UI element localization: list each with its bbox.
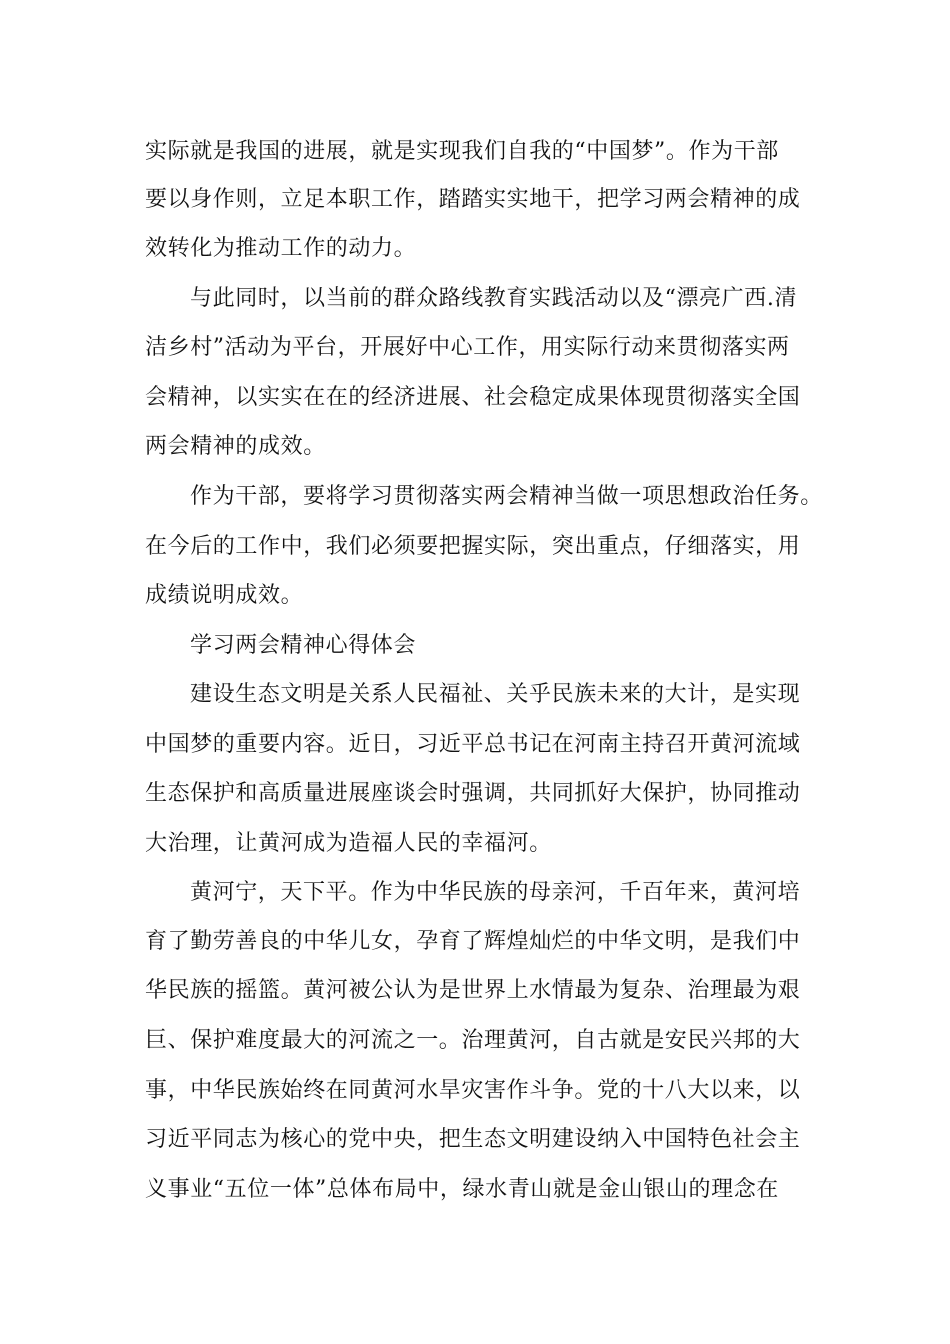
text-line: 华民族的摇篮。黄河被公认为是世界上水情最为复杂、治理最为艰: [145, 978, 801, 1003]
text-line: 在今后的工作中，我们必须要把握实际，突出重点，仔细落实，用: [145, 534, 801, 559]
paragraph-first-line: 作为干部，要将学习贯彻落实两会精神当做一项思想政治任务。: [190, 484, 823, 509]
text-line: 成绩说明成效。: [145, 583, 304, 608]
paragraph-first-line: 与此同时，以当前的群众路线教育实践活动以及“漂亮广西.清: [190, 286, 798, 311]
text-line: 义事业“五位一体”总体布局中，绿水青山就是金山银山的理念在: [145, 1177, 779, 1202]
text-line: 事，中华民族始终在同黄河水旱灾害作斗争。党的十八大以来，以: [145, 1078, 801, 1103]
text-line: 生态保护和高质量进展座谈会时强调，共同抓好大保护，协同推动: [145, 781, 801, 806]
paragraph-first-line: 黄河宁，天下平。作为中华民族的母亲河，千百年来，黄河培: [190, 880, 801, 905]
paragraph-first-line: 建设生态文明是关系人民福祉、关乎民族未来的大计，是实现: [190, 682, 801, 707]
text-line: 中国梦的重要内容。近日，习近平总书记在河南主持召开黄河流域: [145, 732, 801, 757]
text-line: 要以身作则，立足本职工作，踏踏实实地干，把学习两会精神的成: [145, 187, 801, 212]
text-line: 巨、保护难度最大的河流之一。治理黄河，自古就是安民兴邦的大: [145, 1028, 801, 1053]
text-line: 两会精神的成效。: [145, 434, 326, 459]
text-line: 习近平同志为核心的党中央，把生态文明建设纳入中国特色社会主: [145, 1127, 801, 1152]
text-line: 实际就是我国的进展，就是实现我们自我的“中国梦”。作为干部: [145, 139, 779, 164]
text-line: 育了勤劳善良的中华儿女，孕育了辉煌灿烂的中华文明，是我们中: [145, 929, 801, 954]
text-line: 效转化为推动工作的动力。: [145, 236, 417, 261]
section-heading: 学习两会精神心得体会: [190, 633, 417, 658]
text-line: 洁乡村”活动为平台，开展好中心工作，用实际行动来贯彻落实两: [145, 335, 790, 360]
text-line: 大治理，让黄河成为造福人民的幸福河。: [145, 831, 552, 856]
text-line: 会精神，以实实在在的经济进展、社会稳定成果体现贯彻落实全国: [145, 385, 801, 410]
